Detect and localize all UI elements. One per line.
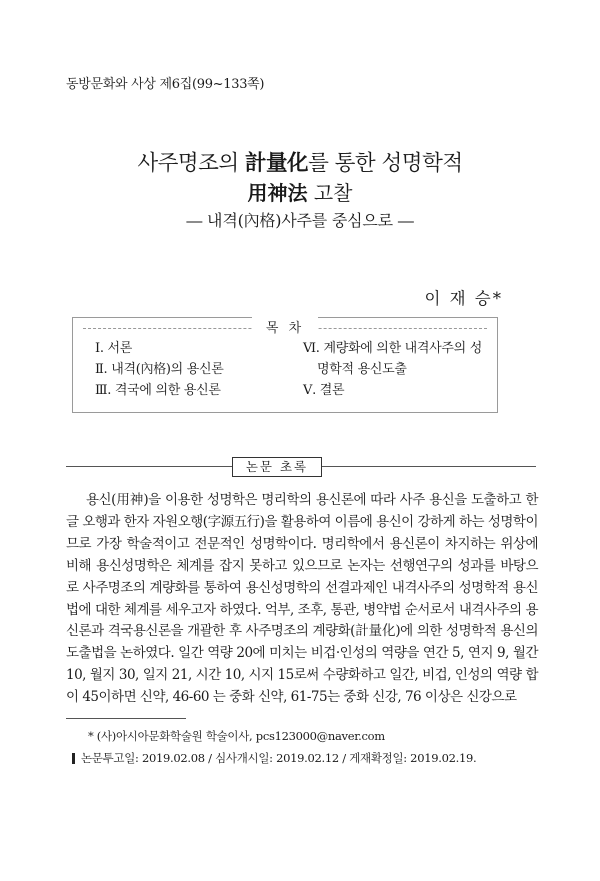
subtitle: ― 내격(內格)사주를 중심으로 ― (186, 211, 414, 230)
toc-item: Ⅱ. 내격(內格)의 용신론 (95, 362, 224, 377)
toc-heading: 목 차 (252, 317, 318, 336)
footnote-rule (66, 718, 186, 719)
toc-right-column (303, 338, 482, 401)
title-part: 사주명조의 (137, 151, 246, 176)
title-line-1 (0, 146, 600, 177)
abstract-body: 용신(用神)을 이용한 성명학은 명리학의 용신론에 따라 사주 용신을 도출하고 한글 오행과 한자 자원오행(字源五行)을 활용하여 이름에 용신이 강하게 하는 성명학이므로 가장 학술적이고 전문적인 성명학이다. 명리학에서 용신론이 차지하는 위상에 비해 용신성명학은 체계를 잡지 못하고 있으므로 논자는 선행연구의 성과를 바탕으로 사주명조의 계량화를 통하여 용신성명학의 선결과제인 내격사주의 성명학적 용신법에 대한 체계를 세우고자 하였다. 억부, 조후, 통관, 병약법 순서로서 내격사주의 용신론과 격국용신론을 개괄한 후 사주명조의 계량화(計量化)에 의한 성명학적 용신의 도출법을 논하였다. 일간 역량 20에 미치는 비겁·인성의 역량을 연간 5, 연지 9, 월간 10, 월지 30, 일지 21, 시간 10, 시지 15로써 수량화하고 일간, 비겁, 인성의 역량 합이 45이하면 신약, 46-60 는 중화 신약, 61-75는 중화 신강, 76 이상은 신강으로 (66, 492, 538, 706)
abstract-label: 논문 초록 (232, 457, 322, 477)
toc-item: Ⅰ. 서론 (95, 341, 133, 356)
title-bold-term: 計量化 (245, 151, 309, 176)
footnote-dates (72, 750, 476, 766)
title-line-2 (0, 177, 600, 206)
footnote-dates-text: 논문투고일: 2019.02.08 / 심사개시일: 2019.02.12 / 게재확정일: 2019.02.19. (81, 751, 477, 765)
toc-item-continued: 명학적 용신도출 (317, 362, 407, 377)
author: 이 재 승* (424, 289, 503, 308)
table-of-contents (72, 317, 498, 413)
toc-item: Ⅴ. 결론 (303, 383, 345, 398)
title-part: 고찰 (307, 181, 353, 205)
footnote-author: * (사)아시아문화학술원 학술이사, pcs123000@naver.com (88, 729, 385, 743)
toc-item: Ⅵ. 계량화에 의한 내격사주의 성 (303, 341, 483, 356)
journal-header: 동방문화와 사상 제6집(99~133쪽) (66, 77, 265, 92)
toc-left-column (95, 338, 224, 401)
title-part: 를 통한 성명학적 (308, 151, 463, 176)
toc-heading-wrap (73, 308, 497, 336)
title-bold-term: 用神法 (247, 181, 308, 205)
footnote-marker (72, 753, 75, 764)
toc-item: Ⅲ. 격국에 의한 용신론 (95, 383, 221, 398)
